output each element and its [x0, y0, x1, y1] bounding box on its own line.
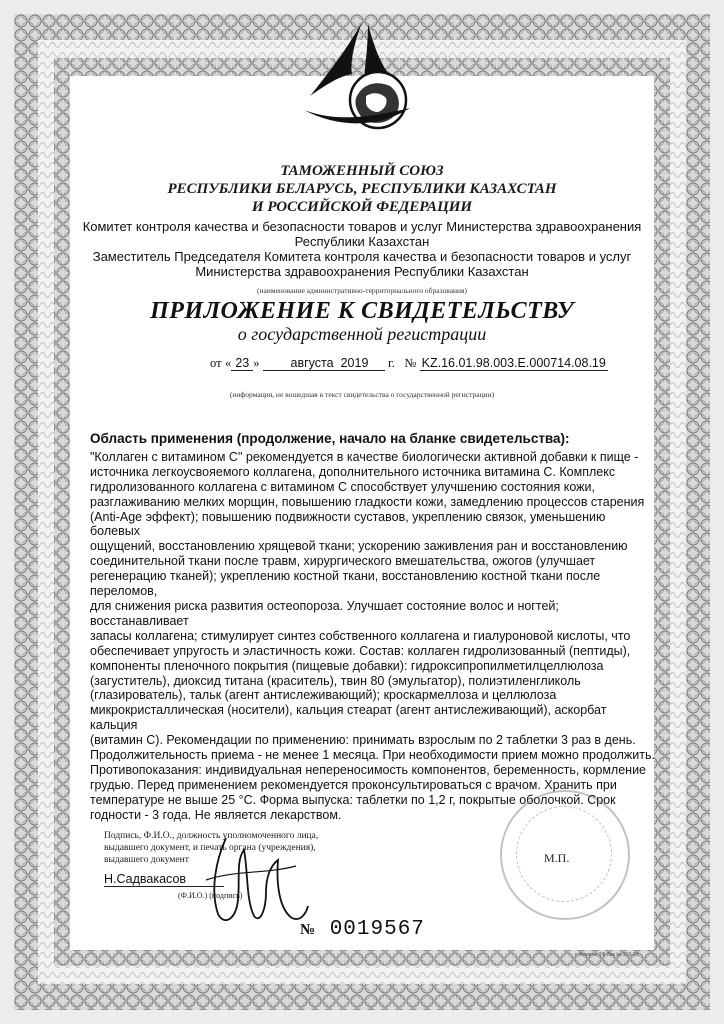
scope-of-application [90, 432, 656, 823]
number-label: № [404, 356, 417, 370]
quote-close: » [253, 356, 260, 370]
signature-label-line-2: выдавшего документ, и печать органа (учреждения), [104, 843, 316, 853]
body-line: соединительной ткани после травм, хирургического вмешательства, ожогов (улучшает [90, 554, 596, 569]
body-line: (Anti-Age эффект); повышению подвижности суставов, укреплению связок, уменьшению болевых [90, 509, 606, 539]
year-suffix: г. [388, 356, 395, 370]
body-line: разглаживанию мелких морщин, повышению гладкости кожи, замедлению процессов старения [90, 494, 645, 509]
quote-open: « [225, 356, 232, 370]
certificate-number: KZ.16.01.98.003.E.000714.08.19 [421, 356, 606, 370]
deputy-line-1: Заместитель Председателя Комитета контроля качества и безопасности товаров и услуг [92, 249, 632, 264]
body-line: микрокристаллическая (носители), кальция стеарат (агент антислеживающий), аскорбат кальция [90, 703, 607, 733]
body-line: температуре не выше 25 °С. Форма выпуска: таблетки по 1,2 г, покрытые оболочкой. Срок [90, 792, 616, 807]
signer-name: Н.Садвакасов [104, 872, 224, 887]
date-day: 23 [231, 356, 253, 371]
body-line: обеспечивает упругость и эластичность кожи. Состав: коллаген гидролизованный (пептиды), [90, 643, 631, 658]
body-line: годности - 3 года. Не является лекарством. [90, 807, 342, 822]
union-title-line-2: РЕСПУБЛИКИ БЕЛАРУСЬ, РЕСПУБЛИКИ КАЗАХСТАН [167, 181, 557, 197]
date-year: 2019 [325, 356, 385, 371]
body-line: гидролизованного коллагена с витамином С способствует улучшению состояния кожи, [90, 479, 595, 494]
union-title-line-1: ТАМОЖЕННЫЙ СОЮЗ [280, 163, 444, 179]
from-label: от [210, 356, 222, 370]
deputy-line-2: Министерства здравоохранения Республики Казахстан [195, 264, 529, 279]
body-line: компоненты пленочного покрытия (пищевые добавки): гидроксипропилметилцеллюлоза [90, 658, 604, 673]
date-month: августа [263, 356, 361, 371]
body-line: (загуститель), диоксид титана (краситель), твин 80 (эмульгатор), полиэтиленгликоль [90, 673, 581, 688]
union-title-line-3: И РОССИЙСКОЙ ФЕДЕРАЦИИ [251, 199, 473, 215]
admin-note: (наименование административно-территориального образования) [256, 286, 467, 295]
signature-label-line-1: Подпись, Ф.И.О., должность уполномоченного лица, [104, 831, 319, 841]
body-line: источника легкоусвояемого коллагена, дополнительного источника витамина С. Комплекс [90, 464, 616, 479]
fio-note: (Ф.И.О.) (подпись) [178, 891, 243, 900]
appendix-title: ПРИЛОЖЕНИЕ К СВИДЕТЕЛЬСТВУ [150, 298, 574, 324]
committee-line-1: Комитет контроля качества и безопасности товаров и услуг Министерства здравоохранения [82, 219, 642, 234]
body-line: Противопоказания: индивидуальная непереносимость компонентов, беременность, кормление [90, 762, 647, 777]
body-line: запасы коллагена; стимулирует синтез собственного коллагена и гиалуроновой кислоты, что [90, 628, 631, 643]
body-line: ощущений, восстановлению хрящевой ткани; ускорению заживления ран и восстановлению [90, 539, 628, 554]
serial-prefix: № [300, 922, 317, 938]
serial-digits: 0019567 [329, 918, 425, 941]
handwritten-signature [196, 830, 316, 930]
serial-number [300, 918, 425, 941]
info-note: (информация, не вошедшая в текст свидетельства о государственной регистрации) [229, 390, 495, 399]
body-line: грудью. Перед применением рекомендуется проконсультироваться с врачом. Хранить при [90, 777, 617, 792]
body-line: для снижения риска развития остеопороза. Улучшает состояние волос и ногтей; восстанавливает [90, 598, 559, 628]
date-line [210, 356, 608, 371]
printer-note: г. Алматы ЗФ Зак № 319-19 [575, 952, 639, 958]
body-line: регенерацию тканей); укреплению костной ткани, восстановлению костной ткани после переломов, [90, 569, 601, 599]
body-line: (витамин С). Рекомендации по применению: принимать взрослым по 2 таблетки 3 раз в день. [90, 733, 636, 748]
committee-line-2: Республики Казахстан [294, 234, 430, 249]
appendix-subtitle: о государственной регистрации [237, 324, 487, 344]
stamp-place: М.П. [544, 851, 570, 865]
scope-heading: Область применения (продолжение, начало на бланке свидетельства): [90, 431, 570, 446]
official-seal [500, 790, 630, 920]
body-line: (глазирователь), тальк (агент антислеживающий); кроскармеллоза и целлюлоза [90, 688, 557, 703]
customs-union-emblem [292, 14, 422, 149]
body-line: "Коллаген с витамином С" рекомендуется в качестве биологически активной добавки к пище - [90, 449, 639, 464]
signature-label-line-3: выдавшего документ [104, 855, 189, 865]
body-line: Продолжительность приема - не менее 1 месяца. При необходимости прием можно продолжить. [90, 748, 655, 763]
